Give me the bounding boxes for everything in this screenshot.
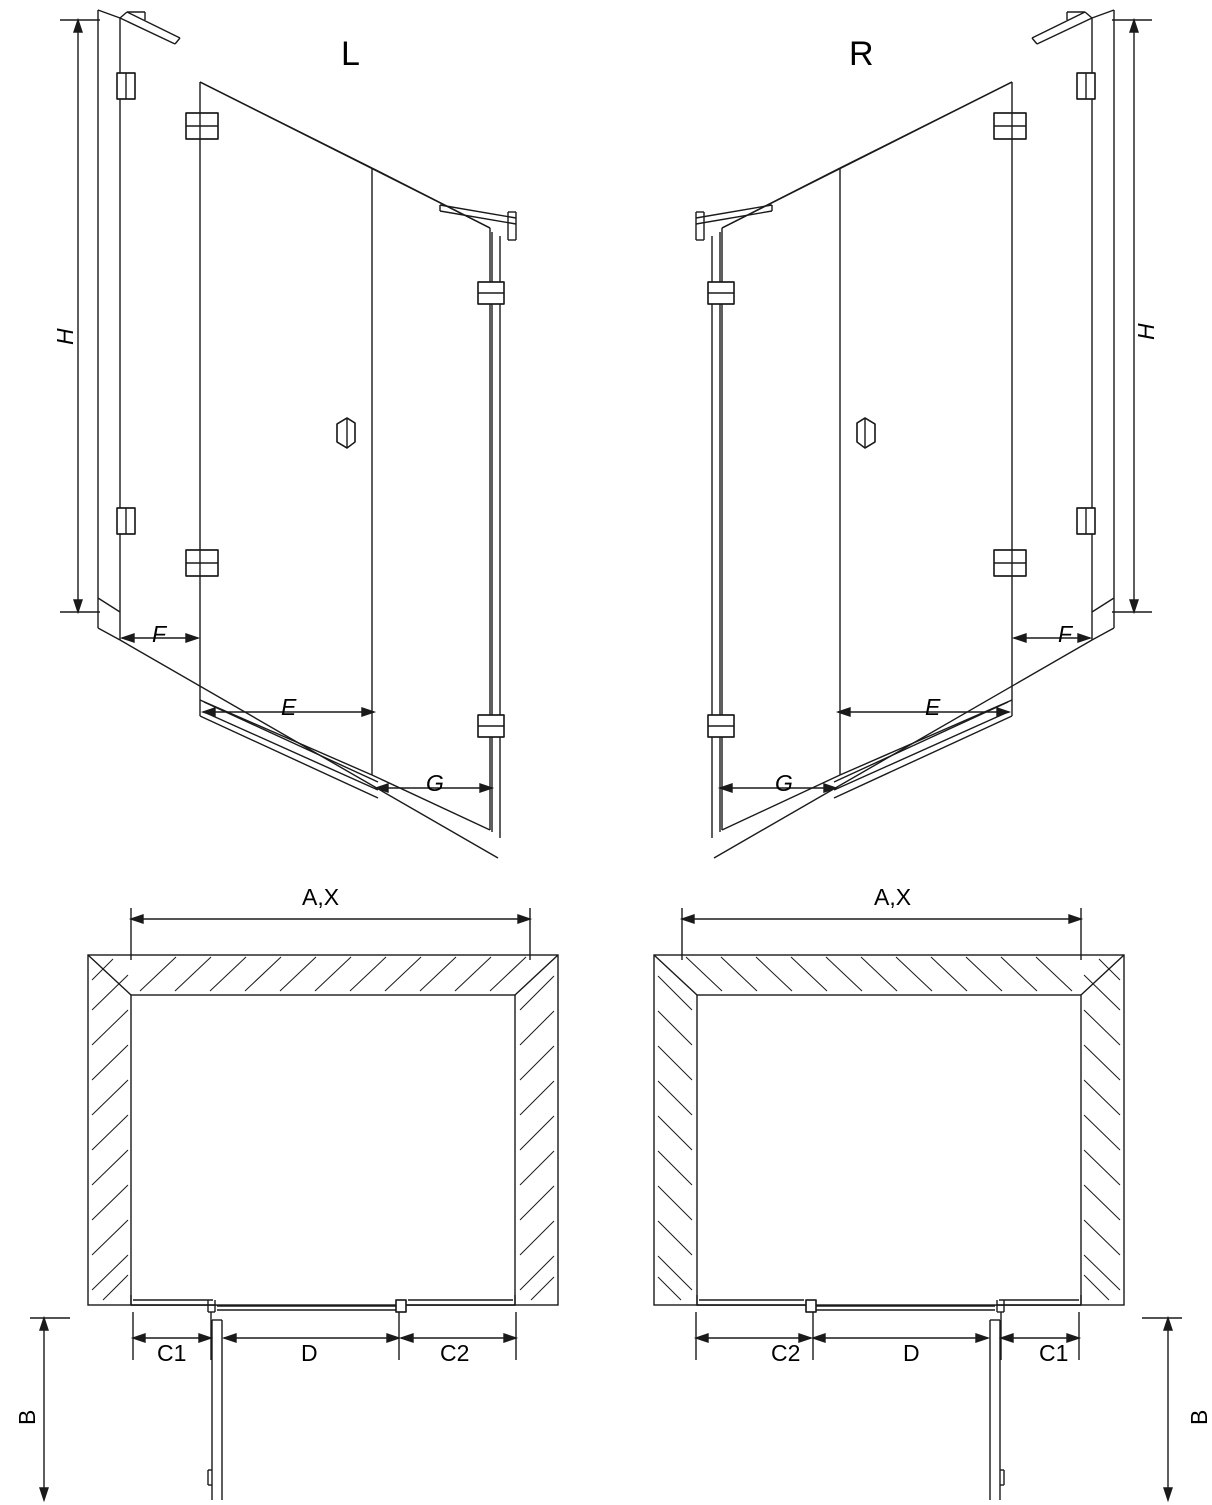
iso-right-label-f: F [1058,621,1073,647]
iso-left-label-g: G [426,770,444,796]
iso-view-left [60,10,516,858]
plan-left-label-c1: C1 [157,1340,187,1366]
plan-view-left [30,908,558,1500]
plan-left-width-label: A,X [302,884,340,910]
plan-right-depth-label: B [1186,1409,1212,1425]
plan-view-right [654,908,1182,1500]
iso-view-right [696,10,1152,858]
variant-label-left: L [341,35,360,73]
iso-left-label-f: F [152,621,167,647]
height-label-right: H [1133,323,1159,340]
iso-right-label-g: G [775,770,793,796]
iso-left-label-e: E [281,694,297,720]
variant-label-right: R [849,35,874,73]
plan-left-label-c2: C2 [440,1340,470,1366]
plan-left-label-d: D [301,1340,318,1366]
height-label-left: H [52,328,78,345]
plan-right-label-d: D [903,1340,920,1366]
plan-right-label-c1: C1 [1039,1340,1069,1366]
iso-right-label-e: E [925,694,941,720]
plan-right-width-label: A,X [874,884,912,910]
plan-left-depth-label: B [14,1409,40,1425]
plan-right-label-c2: C2 [771,1340,801,1366]
